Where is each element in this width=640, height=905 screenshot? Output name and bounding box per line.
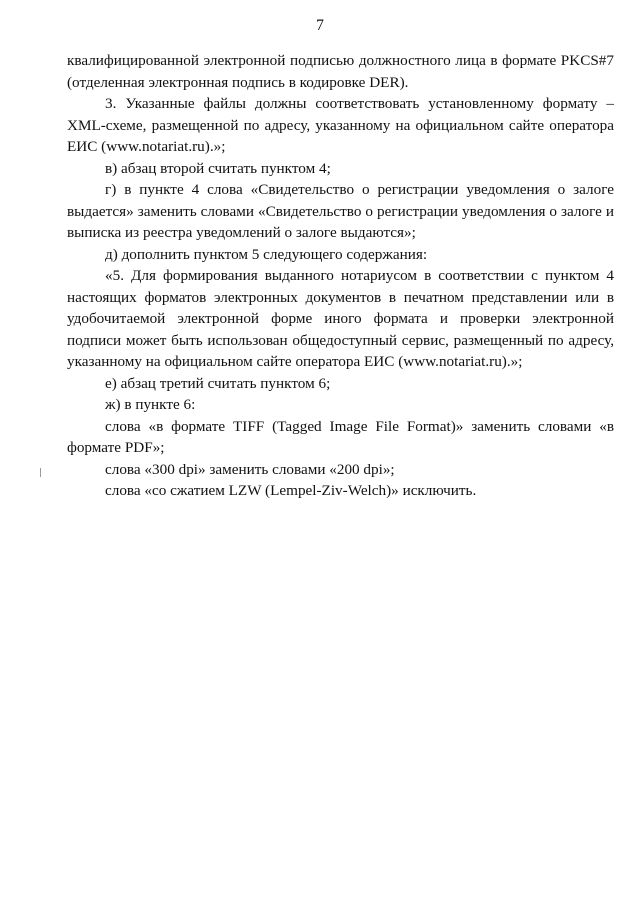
paragraph-lzw-removal: слова «со сжатием LZW (Lempel-Ziv-Welch)» исключить. [105,482,477,499]
paragraph-amendment-d: д) дополнить пунктом 5 следующего содержания: [105,245,428,263]
paragraph-item-5-public-service: «5. Для формирования выданного нотариусом в соответствии с пунктом 4 настоящих форматов электронных документов в печатном представлении или в удобочитаемой электронной форме иного формата и проверки электронной подписи может быть использован общедоступный сервис, размещенный по адресу, указанному на официальном сайте оператора ЕИС (www.notariat.ru).»; [67,267,614,370]
paragraph-amendment-zh: ж) в пункте 6: [105,396,196,413]
paragraph-tiff-to-pdf: слова «в формате TIFF (Tagged Image File Format)» заменить словами «в формате PDF»; [67,417,614,456]
page-number: 7 [316,17,324,34]
paragraph-amendment-v: в) абзац второй считать пунктом 4; [105,159,331,177]
scan-mark [40,468,41,477]
paragraph-amendment-g: г) в пункте 4 слова «Свидетельство о регистрации уведомления о залоге выдается» заменить словами «Свидетельство о регистрации уведомления о залоге и выписка из реестра уведомлений о залоге выдаются»; [67,181,614,241]
paragraph-amendment-e: е) абзац третий считать пунктом 6; [105,374,331,392]
paragraph-item-3-xml-schema: 3. Указанные файлы должны соответствовать установленному формату – XML-схеме, размещенной по адресу, указанному на официальном сайте оператора ЕИС (www.notariat.ru).»; [67,95,614,155]
paragraph-dpi-change: слова «300 dpi» заменить словами «200 dpi»; [105,460,395,478]
paragraph-pkcs7-signature: квалифицированной электронной подписью должностного лица в формате PKCS#7 (отделенная электронная подпись в кодировке DER). [67,52,614,91]
document-body [67,50,614,502]
